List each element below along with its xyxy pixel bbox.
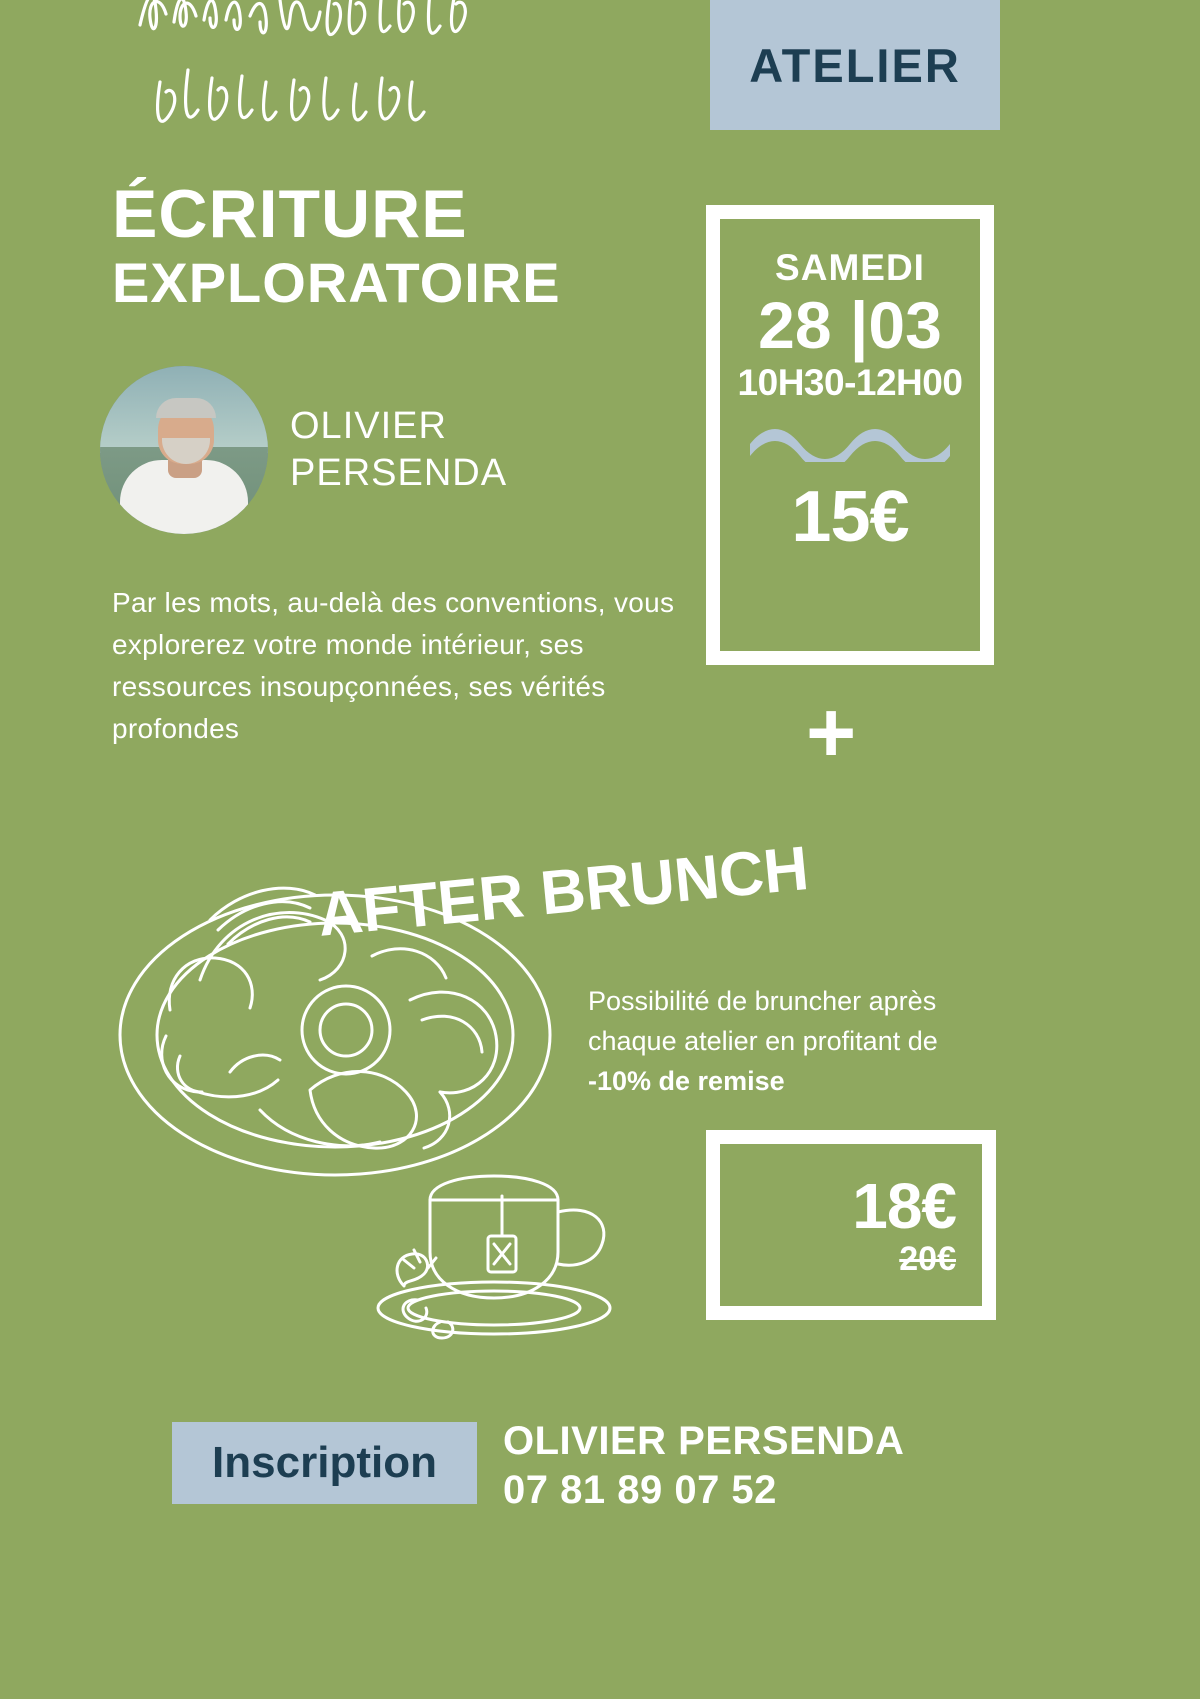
title-line-2: EXPLORATOIRE <box>112 251 561 314</box>
event-date-card <box>706 205 994 665</box>
page-title <box>112 176 692 314</box>
contact-block <box>503 1418 1023 1514</box>
avatar <box>100 366 268 534</box>
brunch-description-text: Possibilité de bruncher après chaque atelier en profitant de <box>588 986 938 1056</box>
brunch-price-card <box>706 1130 996 1320</box>
avatar-hair <box>156 398 216 418</box>
brunch-price-new: 18€ <box>852 1170 956 1242</box>
contact-phone[interactable]: 07 81 89 07 52 <box>503 1468 777 1512</box>
event-date: 28 |03 <box>758 288 942 362</box>
brunch-title: AFTER BRUNCH <box>314 833 812 950</box>
brunch-discount-text: -10% de remise <box>588 1065 785 1096</box>
brunch-price-old: 20€ <box>899 1240 956 1278</box>
wave-divider-icon <box>750 422 950 462</box>
plus-separator: + <box>806 685 857 781</box>
event-date-card-inner <box>720 219 980 651</box>
event-hours: 10H30-12H00 <box>737 362 963 404</box>
speaker-name <box>290 403 507 498</box>
event-price: 15€ <box>791 477 909 558</box>
speaker-first-name: OLIVIER <box>290 404 447 447</box>
tea-cup-line-art-icon <box>370 1140 660 1340</box>
brunch-price-card-inner <box>720 1144 982 1306</box>
handwriting-decoration-icon <box>130 0 600 130</box>
atelier-badge <box>710 0 1000 130</box>
event-weekday: SAMEDI <box>775 247 925 288</box>
brunch-description <box>588 982 980 1102</box>
inscription-badge[interactable] <box>172 1422 477 1504</box>
inscription-label: Inscription <box>212 1438 437 1487</box>
speaker-last-name: PERSENDA <box>290 452 508 494</box>
contact-name: OLIVIER PERSENDA <box>503 1419 905 1463</box>
workshop-description: Par les mots, au-delà des conventions, vous explorerez votre monde intérieur, ses ressources insoupçonnées, ses vérités profondes <box>112 587 675 744</box>
title-line-1: ÉCRITURE <box>112 176 468 252</box>
speaker-block <box>100 366 507 534</box>
atelier-badge-label: ATELIER <box>749 38 961 92</box>
